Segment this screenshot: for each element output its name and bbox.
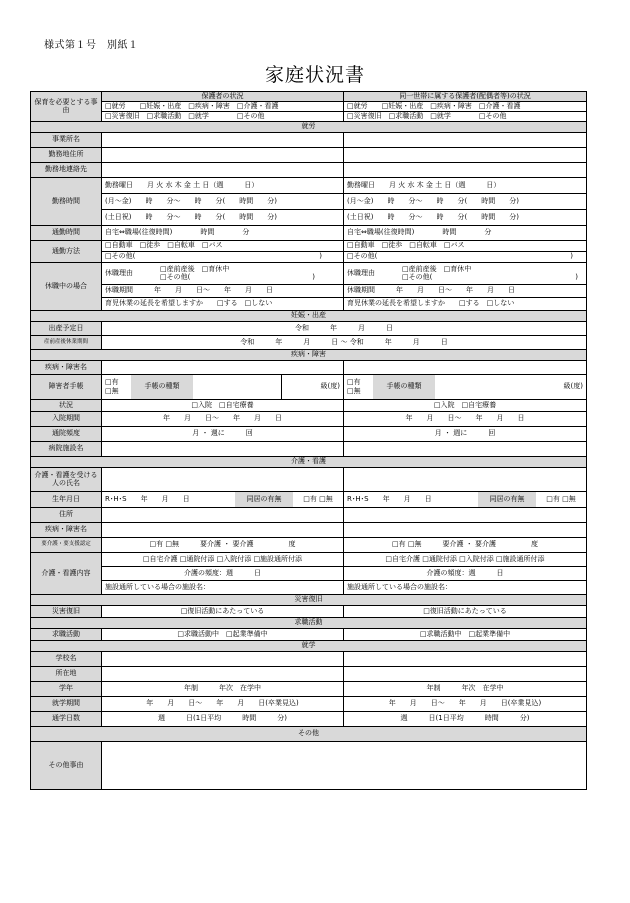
commute-other-label: □その他(	[105, 252, 136, 261]
reason-checkboxes-spouse-2[interactable]: □災害復旧 □求職活動 □就学 □その他	[344, 111, 587, 121]
care-frequency-guardian[interactable]: 介護の頻度：週 日	[102, 566, 344, 580]
weekend-hours-guardian[interactable]: (土日祝) 時 分～ 時 分( 時間 分)	[102, 209, 344, 225]
disability-handbook-label: 障害者手帳	[31, 374, 102, 399]
commute-other-guardian[interactable]	[102, 251, 344, 262]
handbook-no-checkbox[interactable]: □無	[347, 386, 361, 395]
commute-method-label: 通勤方法	[31, 240, 102, 262]
care-content-guardian[interactable]: □自宅介護 □通院付添 □入院付添 □施設通所付添	[102, 552, 344, 566]
school-address-guardian[interactable]	[102, 666, 344, 681]
section-work: 就労	[31, 121, 587, 132]
handbook-yes-checkbox[interactable]: □有	[105, 378, 119, 386]
care-address-spouse[interactable]	[344, 507, 587, 522]
care-cert-guardian[interactable]: □有 □無 要介護 ・ 要介護 度	[102, 537, 344, 552]
handbook-grade: 級(度)	[320, 382, 340, 391]
commute-time-guardian[interactable]: 自宅⇔職場(往復時間) 時間 分	[102, 225, 344, 240]
work-phone-label: 勤務地連絡先	[31, 162, 102, 177]
leave-reason-options: □産前産後 □育休中	[402, 264, 472, 273]
illness-name-guardian[interactable]	[102, 360, 344, 374]
reason-checkboxes-spouse-1[interactable]: □就労 □妊娠・出産 □疾病・障害 □介護・看護	[344, 101, 587, 111]
handbook-type-field[interactable]	[193, 375, 282, 399]
visit-frequency-spouse[interactable]: 月 ・ 週に 回	[344, 426, 587, 441]
care-facility-spouse[interactable]: 施設通所している場合の施設名：	[344, 580, 587, 594]
section-jobseek: 求職活動	[31, 617, 587, 628]
school-grade-guardian[interactable]: 年制 年次 在学中	[102, 681, 344, 696]
care-address-guardian[interactable]	[102, 507, 344, 522]
commute-other-spouse[interactable]	[344, 251, 587, 262]
visit-frequency-label: 通院頻度	[31, 426, 102, 441]
leave-label: 休職中の場合	[31, 262, 102, 310]
leave-reason-other-end: )	[312, 273, 315, 282]
leave-period-guardian[interactable]: 休職期間 年 月 日～ 年 月 日	[102, 284, 344, 297]
leave-reason-other: □その他(	[402, 273, 433, 282]
care-frequency-spouse[interactable]: 介護の頻度：週 日	[344, 566, 587, 580]
hospitalization-label: 入院期間	[31, 411, 102, 426]
section-other: その他	[31, 726, 587, 741]
care-recipient-label: 介護・看護を受ける人の氏名	[31, 467, 102, 491]
work-days-spouse[interactable]: 勤務曜日 月 火 水 木 金 土 日（週 日）	[344, 177, 587, 193]
leave-reason-label: 休職理由	[347, 268, 375, 277]
leave-reason-options: □産前産後 □育休中	[160, 264, 230, 273]
col-guardian-header: 保護者の状況	[102, 92, 344, 102]
cohabit-label: 同居の有無	[478, 492, 536, 507]
maternity-period-field[interactable]: 令和 年 月 日 ～ 令和 年 月 日	[102, 335, 587, 349]
jobseek-label: 求職活動	[31, 628, 102, 640]
work-hours-label: 勤務時間	[31, 177, 102, 225]
leave-reason-label: 休職理由	[105, 268, 133, 277]
other-reason-label: その他事由	[31, 741, 102, 789]
birthdate-value: R･H･S 年 月 日	[347, 494, 432, 503]
cohabit-checkboxes[interactable]: □有 □無	[303, 494, 333, 503]
illness-name-label: 疾病・障害名	[31, 360, 102, 374]
section-disaster: 災害復旧	[31, 594, 587, 605]
section-pregnancy: 妊娠・出産	[31, 310, 587, 321]
birthdate-label: 生年月日	[31, 491, 102, 507]
hospitalization-spouse[interactable]: 年 月 日～ 年 月 日	[344, 411, 587, 426]
handbook-type-field[interactable]	[435, 375, 543, 399]
company-field-guardian[interactable]	[102, 132, 344, 147]
school-days-label: 通学日数	[31, 711, 102, 726]
care-facility-guardian[interactable]: 施設通所している場合の施設名：	[102, 580, 344, 594]
cohabit-label: 同居の有無	[235, 492, 293, 507]
work-address-field-guardian[interactable]	[102, 147, 344, 162]
care-address-label: 住所	[31, 507, 102, 522]
family-status-form	[30, 91, 587, 790]
school-period-spouse[interactable]: 年 月 日～ 年 月 日(卒業見込)	[344, 696, 587, 711]
leave-extend-spouse[interactable]: 育児休業の延長を希望しますか □する □しない	[344, 297, 587, 310]
care-recipient-guardian[interactable]	[102, 467, 344, 491]
cohabit-checkboxes[interactable]: □有 □無	[546, 494, 576, 503]
handbook-type-label: 手帳の種類	[373, 375, 435, 399]
care-recipient-spouse[interactable]	[344, 467, 587, 491]
commute-other-end: )	[570, 252, 573, 261]
care-content-spouse[interactable]: □自宅介護 □通院付添 □入院付添 □施設通所付添	[344, 552, 587, 566]
care-content-label: 介護・看護内容	[31, 552, 102, 594]
leave-reason-spouse[interactable]	[344, 262, 587, 284]
care-illness-label: 疾病・障害名	[31, 522, 102, 537]
section-school: 就学	[31, 640, 587, 651]
work-address-label: 勤務地住所	[31, 147, 102, 162]
commute-time-spouse[interactable]: 自宅⇔職場(往復時間) 時間 分	[344, 225, 587, 240]
disaster-label: 災害復旧	[31, 605, 102, 617]
section-illness: 疾病・障害	[31, 349, 587, 360]
school-address-label: 所在地	[31, 666, 102, 681]
work-phone-field-guardian[interactable]	[102, 162, 344, 177]
care-illness-spouse[interactable]	[344, 522, 587, 537]
section-care: 介護・看護	[31, 456, 587, 467]
school-period-guardian[interactable]: 年 月 日～ 年 月 日(卒業見込)	[102, 696, 344, 711]
care-cert-spouse[interactable]: □有 □無 要介護 ・ 要介護 度	[344, 537, 587, 552]
company-label: 事業所名	[31, 132, 102, 147]
handbook-no-checkbox[interactable]: □無	[105, 386, 119, 395]
weekend-hours-spouse[interactable]: (土日祝) 時 分～ 時 分( 時間 分)	[344, 209, 587, 225]
school-days-guardian[interactable]: 週 日(1日平均 時間 分)	[102, 711, 344, 726]
reason-label: 保育を必要とする事由	[31, 92, 102, 122]
weekday-hours-guardian[interactable]: (月～金) 時 分～ 時 分( 時間 分)	[102, 193, 344, 209]
leave-reason-guardian[interactable]	[102, 262, 344, 284]
condition-spouse[interactable]: □入院 □自宅療養	[344, 399, 587, 411]
reason-checkboxes-guardian-1[interactable]: □就労 □妊娠・出産 □疾病・障害 □介護・看護	[102, 101, 344, 111]
birthdate-guardian[interactable]	[102, 491, 344, 507]
hospital-name-spouse[interactable]	[344, 441, 587, 456]
disaster-checkbox-guardian[interactable]: □復旧活動にあたっている	[102, 605, 344, 617]
school-days-spouse[interactable]: 週 日(1日平均 時間 分)	[344, 711, 587, 726]
school-name-spouse[interactable]	[344, 651, 587, 666]
handbook-type-label: 手帳の種類	[131, 375, 193, 399]
other-reason-field[interactable]	[102, 741, 587, 789]
form-id: 様式第１号 別紙１	[44, 40, 139, 51]
due-date-field[interactable]: 令和 年 月 日	[102, 321, 587, 335]
school-name-label: 学校名	[31, 651, 102, 666]
commute-other-end: )	[319, 252, 322, 261]
handbook-spouse[interactable]	[344, 374, 587, 399]
hospital-name-guardian[interactable]	[102, 441, 344, 456]
handbook-grade: 級(度)	[563, 382, 583, 391]
jobseek-checkbox-spouse[interactable]: □求職活動中 □起業準備中	[344, 628, 587, 640]
work-days-guardian[interactable]: 勤務曜日 月 火 水 木 金 土 日（週 日）	[102, 177, 344, 193]
birthdate-spouse[interactable]	[344, 491, 587, 507]
commute-method-guardian[interactable]: □自動車 □徒歩 □自転車 □バス	[102, 240, 344, 251]
birthdate-value: R･H･S 年 月 日	[105, 494, 190, 503]
commute-time-label: 通勤時間	[31, 225, 102, 240]
leave-reason-other: □その他(	[160, 273, 191, 282]
school-grade-spouse[interactable]: 年制 年次 在学中	[344, 681, 587, 696]
visit-frequency-guardian[interactable]: 月 ・ 週に 回	[102, 426, 344, 441]
work-phone-field-spouse[interactable]	[344, 162, 587, 177]
handbook-guardian[interactable]	[102, 374, 344, 399]
care-cert-label: 要介護・要支援認定	[31, 537, 102, 552]
school-name-guardian[interactable]	[102, 651, 344, 666]
commute-method-spouse[interactable]: □自動車 □徒歩 □自転車 □バス	[344, 240, 587, 251]
col-spouse-header: 同一世帯に属する保護者(配偶者等)の状況	[344, 92, 587, 102]
commute-other-label: □その他(	[347, 252, 378, 261]
handbook-yes-checkbox[interactable]: □有	[347, 378, 361, 386]
disaster-checkbox-spouse[interactable]: □復旧活動にあたっている	[344, 605, 587, 617]
page-title: 家庭状況書	[264, 64, 365, 86]
maternity-period-label: 産前産後休業期間	[31, 335, 102, 349]
leave-extend-guardian[interactable]: 育児休業の延長を希望しますか □する □しない	[102, 297, 344, 310]
weekday-hours-spouse[interactable]: (月～金) 時 分～ 時 分( 時間 分)	[344, 193, 587, 209]
leave-period-spouse[interactable]: 休職期間 年 月 日～ 年 月 日	[344, 284, 587, 297]
due-date-label: 出産予定日	[31, 321, 102, 335]
hospital-name-label: 病院施設名	[31, 441, 102, 456]
condition-guardian[interactable]: □入院 □自宅療養	[102, 399, 344, 411]
care-illness-guardian[interactable]	[102, 522, 344, 537]
school-period-label: 就学期間	[31, 696, 102, 711]
hospitalization-guardian[interactable]: 年 月 日～ 年 月 日	[102, 411, 344, 426]
company-field-spouse[interactable]	[344, 132, 587, 147]
school-address-spouse[interactable]	[344, 666, 587, 681]
reason-checkboxes-guardian-2[interactable]: □災害復旧 □求職活動 □就学 □その他	[102, 111, 344, 121]
illness-name-spouse[interactable]	[344, 360, 587, 374]
leave-reason-other-end: )	[575, 273, 578, 282]
work-address-field-spouse[interactable]	[344, 147, 587, 162]
condition-label: 状況	[31, 399, 102, 411]
jobseek-checkbox-guardian[interactable]: □求職活動中 □起業準備中	[102, 628, 344, 640]
school-grade-label: 学年	[31, 681, 102, 696]
